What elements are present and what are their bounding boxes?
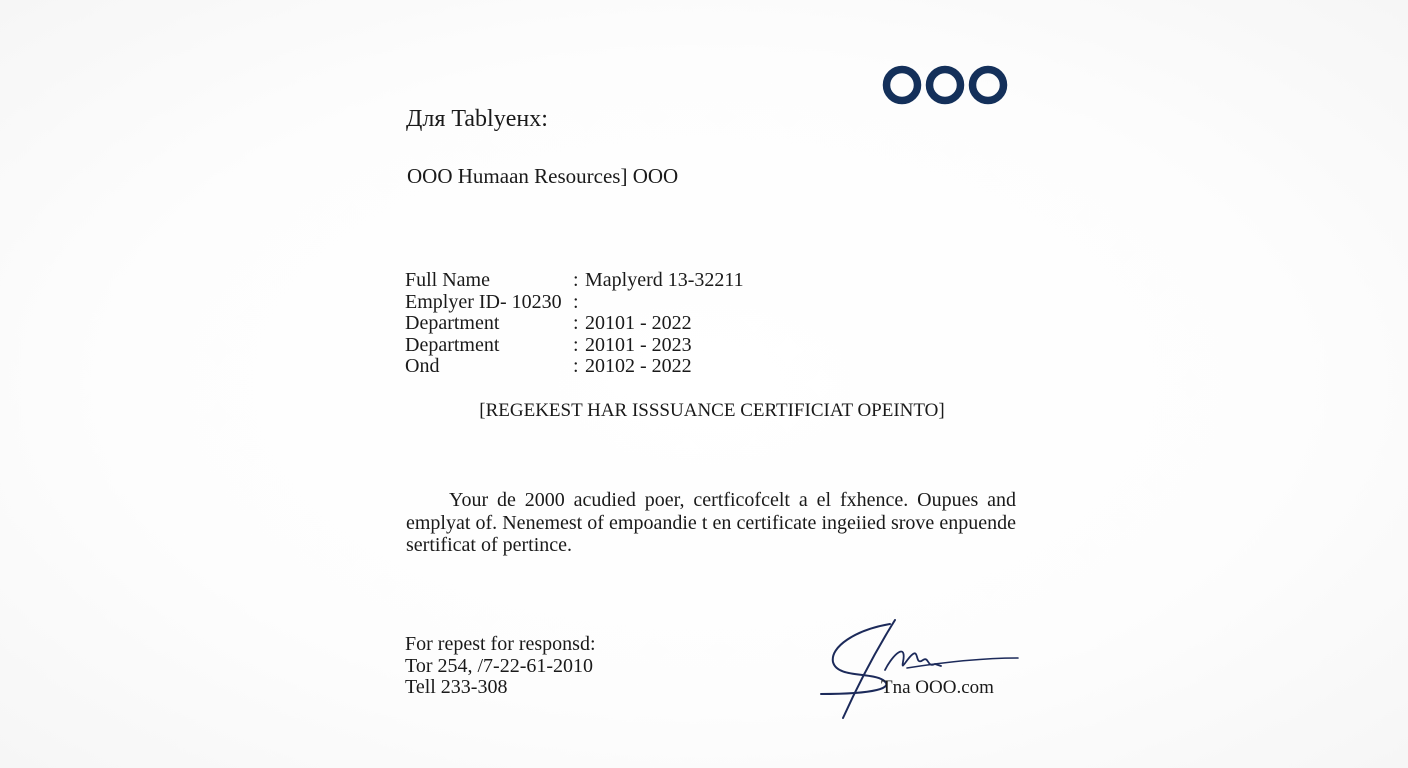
field-row — [405, 313, 744, 335]
field-label: Department — [405, 333, 500, 356]
field-label: Department — [405, 312, 500, 334]
field-value: 20102 - 2022 — [585, 355, 692, 377]
field-separator: : — [573, 333, 579, 356]
field-row — [405, 292, 744, 314]
field-value: Maplyerd 13-32211 — [585, 269, 744, 291]
employee-fields — [405, 270, 744, 378]
field-value: 20101 - 2022 — [585, 312, 692, 334]
request-title: [REGEKEST HAR ISSSUANCE CERTIFICIAT OPEINTO] — [479, 400, 945, 421]
field-value: 20101 - 2023 — [585, 333, 692, 356]
field-separator: : — [573, 312, 579, 334]
signature-scribble-icon — [815, 612, 1025, 728]
greeting: Для Tablyeнx: — [406, 106, 548, 132]
field-label: Full Name — [405, 269, 490, 291]
field-separator: : — [573, 290, 579, 313]
contact-block — [405, 634, 596, 699]
field-separator: : — [573, 355, 579, 377]
field-row — [405, 335, 744, 357]
department-line: OOO Humaan Resources] OOO — [407, 164, 679, 188]
field-separator: : — [573, 269, 579, 291]
contact-line: Tor 254, /7-22-61-2010 — [405, 654, 594, 677]
signature — [815, 612, 1025, 728]
field-row — [405, 270, 744, 292]
contact-line: Tell 233-308 — [405, 676, 508, 698]
field-label: Emplyer ID- 10230 — [405, 290, 562, 313]
field-label: Ond — [405, 355, 440, 377]
logo-rings-icon — [882, 62, 1008, 108]
field-row — [405, 356, 744, 378]
body-paragraph: Your de 2000 acudied poer, certficofcelt a el fxhence. Oupues and emplyat of. Nenemest of empoandie t en certificate ingeiied srove enpuende sertificat of pertince. — [406, 489, 1016, 556]
contact-heading: For repest for responsd: — [405, 633, 596, 655]
company-logo — [882, 62, 1008, 108]
signature-caption: Tna OOO.com — [881, 677, 994, 698]
